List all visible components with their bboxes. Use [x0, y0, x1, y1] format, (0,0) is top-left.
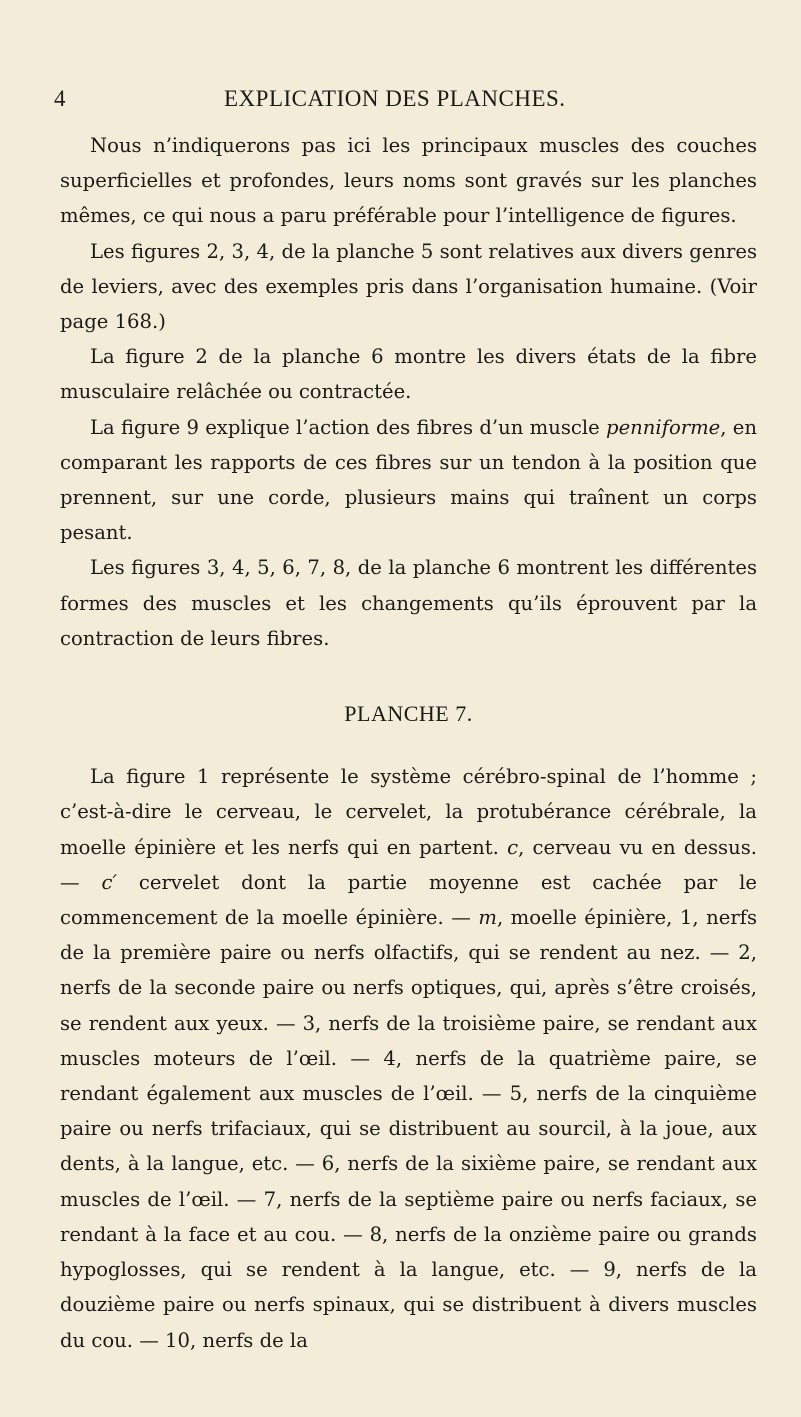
text-run: , moelle épinière, 1, nerfs de la première paire ou nerfs olfactifs, qui se rendent au nez. — 2, nerfs de la seconde paire ou nerfs optiques, qui, après s’être croisés, se rendent aux yeux. — 3, nerfs de la troisième paire, se rendant aux muscles moteurs de l’œil. — 4, nerfs de la quatrième paire, se rendant également aux muscles de l’œil. — 5, nerfs de la cinquième paire ou nerfs trifaciaux, qui se distribuent au sourcil, à la joue, aux dents, à la langue, etc. — 6, nerfs de la sixième paire, se rendant aux muscles de l’œil. — 7, nerfs de la septième paire ou nerfs faciaux, se rendant à la face et au cou. — 8, nerfs de la onzième paire ou grands hypoglosses, qui se rendent à la langue, etc. — 9, nerfs de la douzième paire ou nerfs spinaux, qui se distribuent à divers muscles du cou. — 10, nerfs de la [60, 906, 757, 1352]
paragraph [60, 410, 757, 551]
text-run: cervelet dont la partie moyenne est cachée par le commencement de la moelle épinière. — [60, 870, 758, 930]
page-number: 4 [54, 86, 66, 111]
body-text [60, 128, 757, 1358]
italic-text: penniforme [606, 415, 721, 439]
text-run: , cerveau vu en dessus. — [60, 835, 757, 894]
italic-text: c [507, 835, 519, 859]
section-plate-7 [60, 759, 757, 1357]
paragraph [60, 234, 757, 340]
paragraph [60, 339, 757, 409]
text-run: La figure 2 de la planche 6 montre les divers états de la fibre musculaire relâchée ou contractée. [60, 345, 757, 404]
paragraph [60, 128, 757, 234]
paragraph [60, 759, 757, 1357]
text-run: La figure 9 explique l’action des fibres d’un muscle [90, 415, 607, 439]
paragraph [60, 550, 757, 656]
text-run: Les figures 3, 4, 5, 6, 7, 8, de la planche 6 montrent les différentes formes des muscles et les changements qu’ils éprouvent par la contraction de leurs fibres. [60, 556, 757, 650]
page-header [54, 86, 757, 112]
text-run: Nous n’indiquerons pas ici les principaux muscles des couches superficielles et profondes, leurs noms sont gravés sur les planches mêmes, ce qui nous a paru préférable pour l’intelligence de figures. [60, 134, 757, 228]
italic-text: c′ [101, 870, 117, 894]
section-before-plate [60, 128, 757, 656]
running-head: EXPLICATION DES PLANCHES. [224, 86, 566, 111]
text-run: , en comparant les rapports de ces fibres sur un tendon à la position que prennent, sur une corde, plusieurs mains qui traînent un corps pesant. [60, 415, 758, 545]
text-run: La figure 1 représente le système cérébro-spinal de l’homme ; c’est-à-dire le cerveau, le cervelet, la protubérance cérébrale, la moelle épinière et les nerfs qui en partent. [60, 765, 757, 859]
text-run: Les figures 2, 3, 4, de la planche 5 sont relatives aux divers genres de leviers, avec des exemples pris dans l’organisation humaine. (Voir page 168.) [60, 239, 757, 334]
italic-text: m [478, 906, 497, 930]
plate-title: PLANCHE 7. [344, 701, 473, 727]
